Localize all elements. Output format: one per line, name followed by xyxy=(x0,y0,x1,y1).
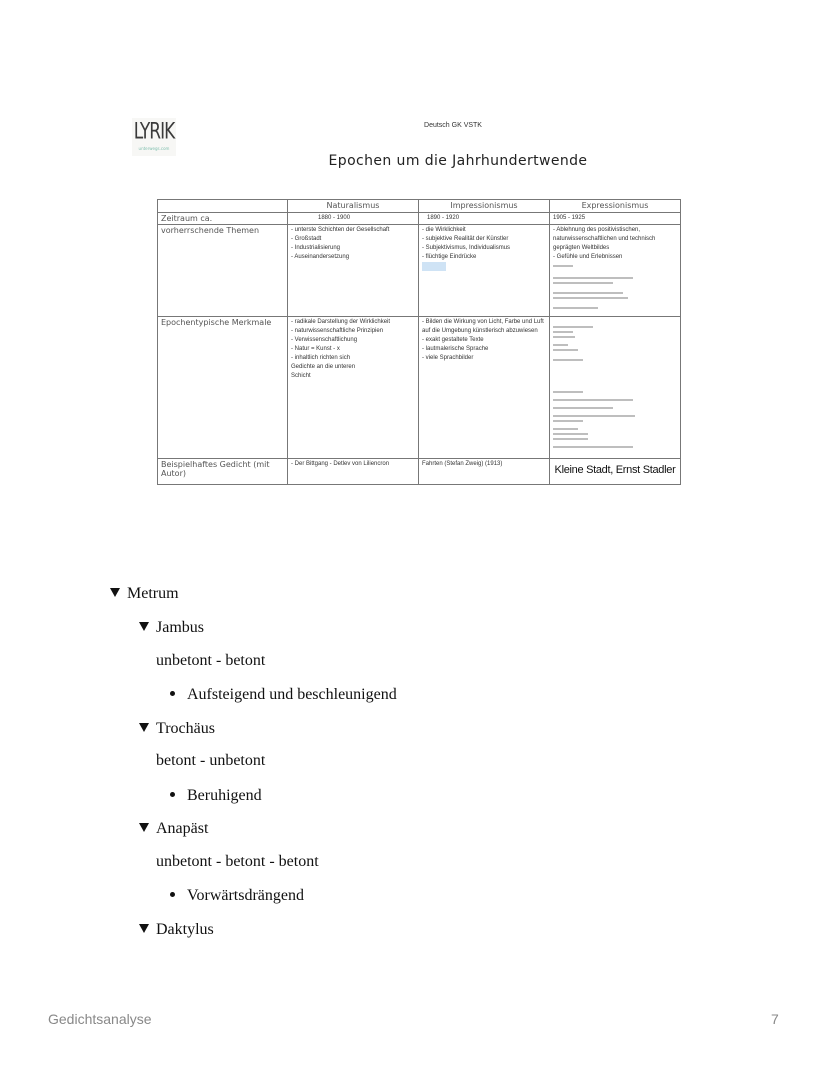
image-title: Epochen um die Jahrhundertwende xyxy=(328,153,588,169)
header-impressionismus: Impressionismus xyxy=(419,200,550,213)
header-empty xyxy=(158,200,288,213)
scribble xyxy=(553,292,623,294)
scribble xyxy=(553,282,613,284)
row-label: Zeitraum ca. xyxy=(158,213,288,225)
outline-text: unbetont - betont - betont xyxy=(156,853,319,870)
toggle-triangle-icon[interactable] xyxy=(110,588,120,597)
cell: 1880 - 1900 xyxy=(288,213,419,225)
list-item: Aufsteigend und beschleunigend xyxy=(170,686,397,704)
scribble xyxy=(553,326,593,328)
scribble xyxy=(553,331,573,333)
table-row xyxy=(158,225,681,317)
highlight-note xyxy=(422,262,446,271)
scribble xyxy=(553,420,583,422)
scribble xyxy=(553,277,633,279)
cell: - die Wirklichkeit - subjektive Realität der Künstler - Subjektivismus, Individualismus - flüchtige Eindrücke xyxy=(419,225,550,317)
header-naturalismus: Naturalismus xyxy=(288,200,419,213)
scribble xyxy=(553,438,588,440)
scribble xyxy=(553,399,633,401)
scribble xyxy=(553,428,578,430)
toggle-trochaeus[interactable]: Trochäus xyxy=(139,720,215,738)
bullet-icon xyxy=(170,892,175,897)
outline-text: betont - unbetont xyxy=(156,752,266,769)
bullet-icon xyxy=(170,792,175,797)
list-item: Vorwärtsdrängend xyxy=(170,887,304,905)
scribble xyxy=(553,359,583,361)
scribble xyxy=(553,349,578,351)
scribble xyxy=(553,433,588,435)
cell: - Ablehnung des positivistischen, naturwissenschaftlichen und technisch geprägten Weltbildes - Gefühle und Erlebnissen xyxy=(550,225,681,317)
cell xyxy=(550,317,681,459)
toggle-triangle-icon[interactable] xyxy=(139,723,149,732)
toggle-daktylus[interactable]: Daktylus xyxy=(139,921,214,939)
toggle-triangle-icon[interactable] xyxy=(139,622,149,631)
footer-title: Gedichtsanalyse xyxy=(48,1011,152,1027)
row-label: Beispielhaftes Gedicht (mit Autor) xyxy=(158,459,288,485)
row-label: vorherrschende Themen xyxy=(158,225,288,317)
cell: Fahrten (Stefan Zweig) (1913) xyxy=(419,459,550,485)
toggle-triangle-icon[interactable] xyxy=(139,823,149,832)
header-expressionismus: Expressionismus xyxy=(550,200,681,213)
table-row xyxy=(158,317,681,459)
cell: 1905 - 1925 xyxy=(550,213,681,225)
lyrik-logo: LYRIK unterwegs.com xyxy=(132,118,176,156)
scribble xyxy=(553,307,598,309)
scribble xyxy=(553,415,635,417)
outline-text: unbetont - betont xyxy=(156,652,266,669)
toggle-metrum[interactable]: Metrum xyxy=(110,585,179,603)
epochs-table xyxy=(157,199,681,485)
scribble xyxy=(553,265,573,267)
table-row xyxy=(158,213,681,225)
page-number: 7 xyxy=(771,1011,779,1027)
cell: - unterste Schichten der Gesellschaft - Großstadt - Industrialisierung - Auseinandersetzung xyxy=(288,225,419,317)
scribble xyxy=(553,446,633,448)
scribble xyxy=(553,336,575,338)
scribble xyxy=(553,297,628,299)
toggle-jambus[interactable]: Jambus xyxy=(139,619,204,637)
toggle-anapaest[interactable]: Anapäst xyxy=(139,820,208,838)
scribble xyxy=(553,391,583,393)
table-row xyxy=(158,459,681,485)
course-label: Deutsch GK VSTK xyxy=(424,122,482,129)
cell: 1890 - 1920 xyxy=(419,213,550,225)
scribble xyxy=(553,407,613,409)
cell: Kleine Stadt, Ernst Stadler xyxy=(550,459,681,485)
cell: - Der Bittgang - Detlev von Liliencron xyxy=(288,459,419,485)
cell: - radikale Darstellung der Wirklichkeit - naturwissenschaftliche Prinzipien - Verwissenschaftlichung - Natur = Kunst - x - inhaltlich richten sich Gedichte an die unteren Schicht xyxy=(288,317,419,459)
scribble xyxy=(553,344,568,346)
table-header-row xyxy=(158,200,681,213)
epochs-image xyxy=(128,112,688,492)
toggle-triangle-icon[interactable] xyxy=(139,924,149,933)
row-label: Epochentypische Merkmale xyxy=(158,317,288,459)
bullet-icon xyxy=(170,691,175,696)
cell: - Bilden die Wirkung von Licht, Farbe und Luft auf die Umgebung künstlerisch abzuwiesen - exakt gestaltete Texte - lautmalerische Sprache - viele Sprachbilder xyxy=(419,317,550,459)
list-item: Beruhigend xyxy=(170,787,262,805)
